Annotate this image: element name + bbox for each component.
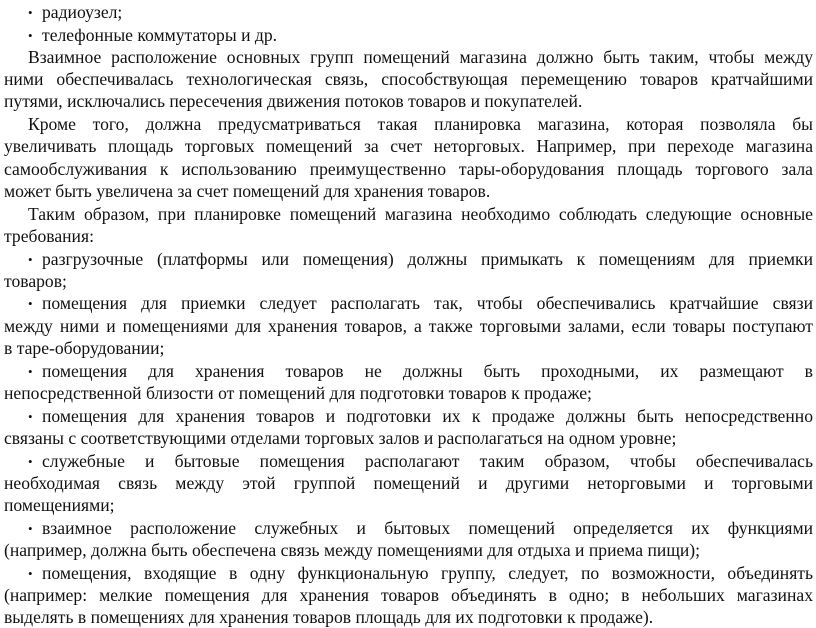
bullet-list-item [4,248,813,270]
bullet-icon: • [28,454,33,469]
bullet-icon: • [28,364,33,379]
line-text: (например, должна быть обеспечена связь между помещениями для отдыха и приема пищи); [4,540,701,560]
paragraph-line [4,337,813,359]
paragraph-line [4,203,813,225]
line-text: самообслуживания к использованию преимущественно тары-оборудования площадь торгового зала [4,159,813,179]
paragraph-line [4,427,813,449]
line-text: помещения для хранения товаров и подготовки их к продаже должны быть непосредственно [42,406,813,426]
line-text: увеличивать площадь торговых помещений за счет неторговых. Например, при переходе магазина [4,136,813,156]
line-text: может быть увеличена за счет помещений для хранения товаров. [4,181,491,201]
paragraph-line [4,382,813,404]
line-text: связаны с соответствующими отделами торговых залов и располагаться на одном уровне; [4,428,677,448]
line-text: непосредственной близости от помещений для подготовки товаров к продаже; [4,383,592,403]
paragraph-line [4,46,813,68]
line-text: помещения для приемки следует располагать так, чтобы обеспечивались кратчайшие связи [42,293,813,313]
bullet-list-item [4,405,813,427]
bullet-list-item [4,517,813,539]
paragraph-line [4,90,813,112]
paragraph-line [4,158,813,180]
paragraph-line [4,472,813,494]
line-text: разгрузочные (платформы или помещения) должны примыкать к помещениям для приемки [42,249,813,269]
bullet-icon: • [28,28,33,43]
bullet-icon: • [28,296,33,311]
paragraph-line [4,315,813,337]
bullet-list-item [4,1,813,23]
paragraph-line [4,584,813,606]
paragraph-line [4,68,813,90]
line-text: взаимное расположение служебных и бытовых помещений определяется их функциями [42,518,813,538]
line-text: выделять в помещениях для хранения товаров площадь для их подготовки к продаже). [4,607,654,627]
line-text: ними обеспечивалась технологическая связь, способствующая перемещению товаров кратчайшими [4,69,813,89]
paragraph-line [4,606,813,628]
paragraph-line [4,135,813,157]
bullet-icon: • [28,409,33,424]
line-text: требования: [4,226,94,246]
bullet-list-item [4,562,813,584]
line-text: помещениями; [4,495,115,515]
line-text: путями, исключались пересечения движения потоков товаров и покупателей. [4,91,583,111]
paragraph-line [4,270,813,292]
line-text: телефонные коммутаторы и др. [42,25,278,45]
paragraph-line [4,180,813,202]
line-text: служебные и бытовые помещения располагают таким образом, чтобы обеспечивалась [42,451,813,471]
line-text: радиоузел; [42,2,123,22]
line-text: помещения, входящие в одну функциональную группу, следует, по возможности, объединять [42,563,813,583]
line-text: необходимая связь между этой группой помещений и другими неторговыми и торговыми [4,473,813,493]
bullet-icon: • [28,521,33,536]
paragraph-line [4,494,813,516]
bullet-list-item [4,360,813,382]
bullet-list-item [4,24,813,46]
line-text: помещения для хранения товаров не должны быть проходными, их размещают в [42,361,813,381]
line-text: в таре-оборудовании; [4,338,165,358]
bullet-icon: • [28,566,33,581]
line-text: Взаимное расположение основных групп помещений магазина должно быть таким, чтобы между [28,47,813,67]
bullet-list-item [4,292,813,314]
line-text: между ними и помещениями для хранения товаров, а также торговыми залами, если товары поступают [4,316,813,336]
line-text: Таким образом, при планировке помещений магазина необходимо соблюдать следующие основные [28,204,813,224]
bullet-icon: • [28,252,33,267]
line-text: (например: мелкие помещения для хранения товаров объединять в одно; в небольших магазинах [4,585,813,605]
line-text: Кроме того, должна предусматриваться такая планировка магазина, которая позволяла бы [28,114,813,134]
paragraph-line [4,113,813,135]
paragraph-line [4,225,813,247]
bullet-list-item [4,450,813,472]
paragraph-line [4,539,813,561]
bullet-icon: • [28,5,33,20]
line-text: товаров; [4,271,67,291]
